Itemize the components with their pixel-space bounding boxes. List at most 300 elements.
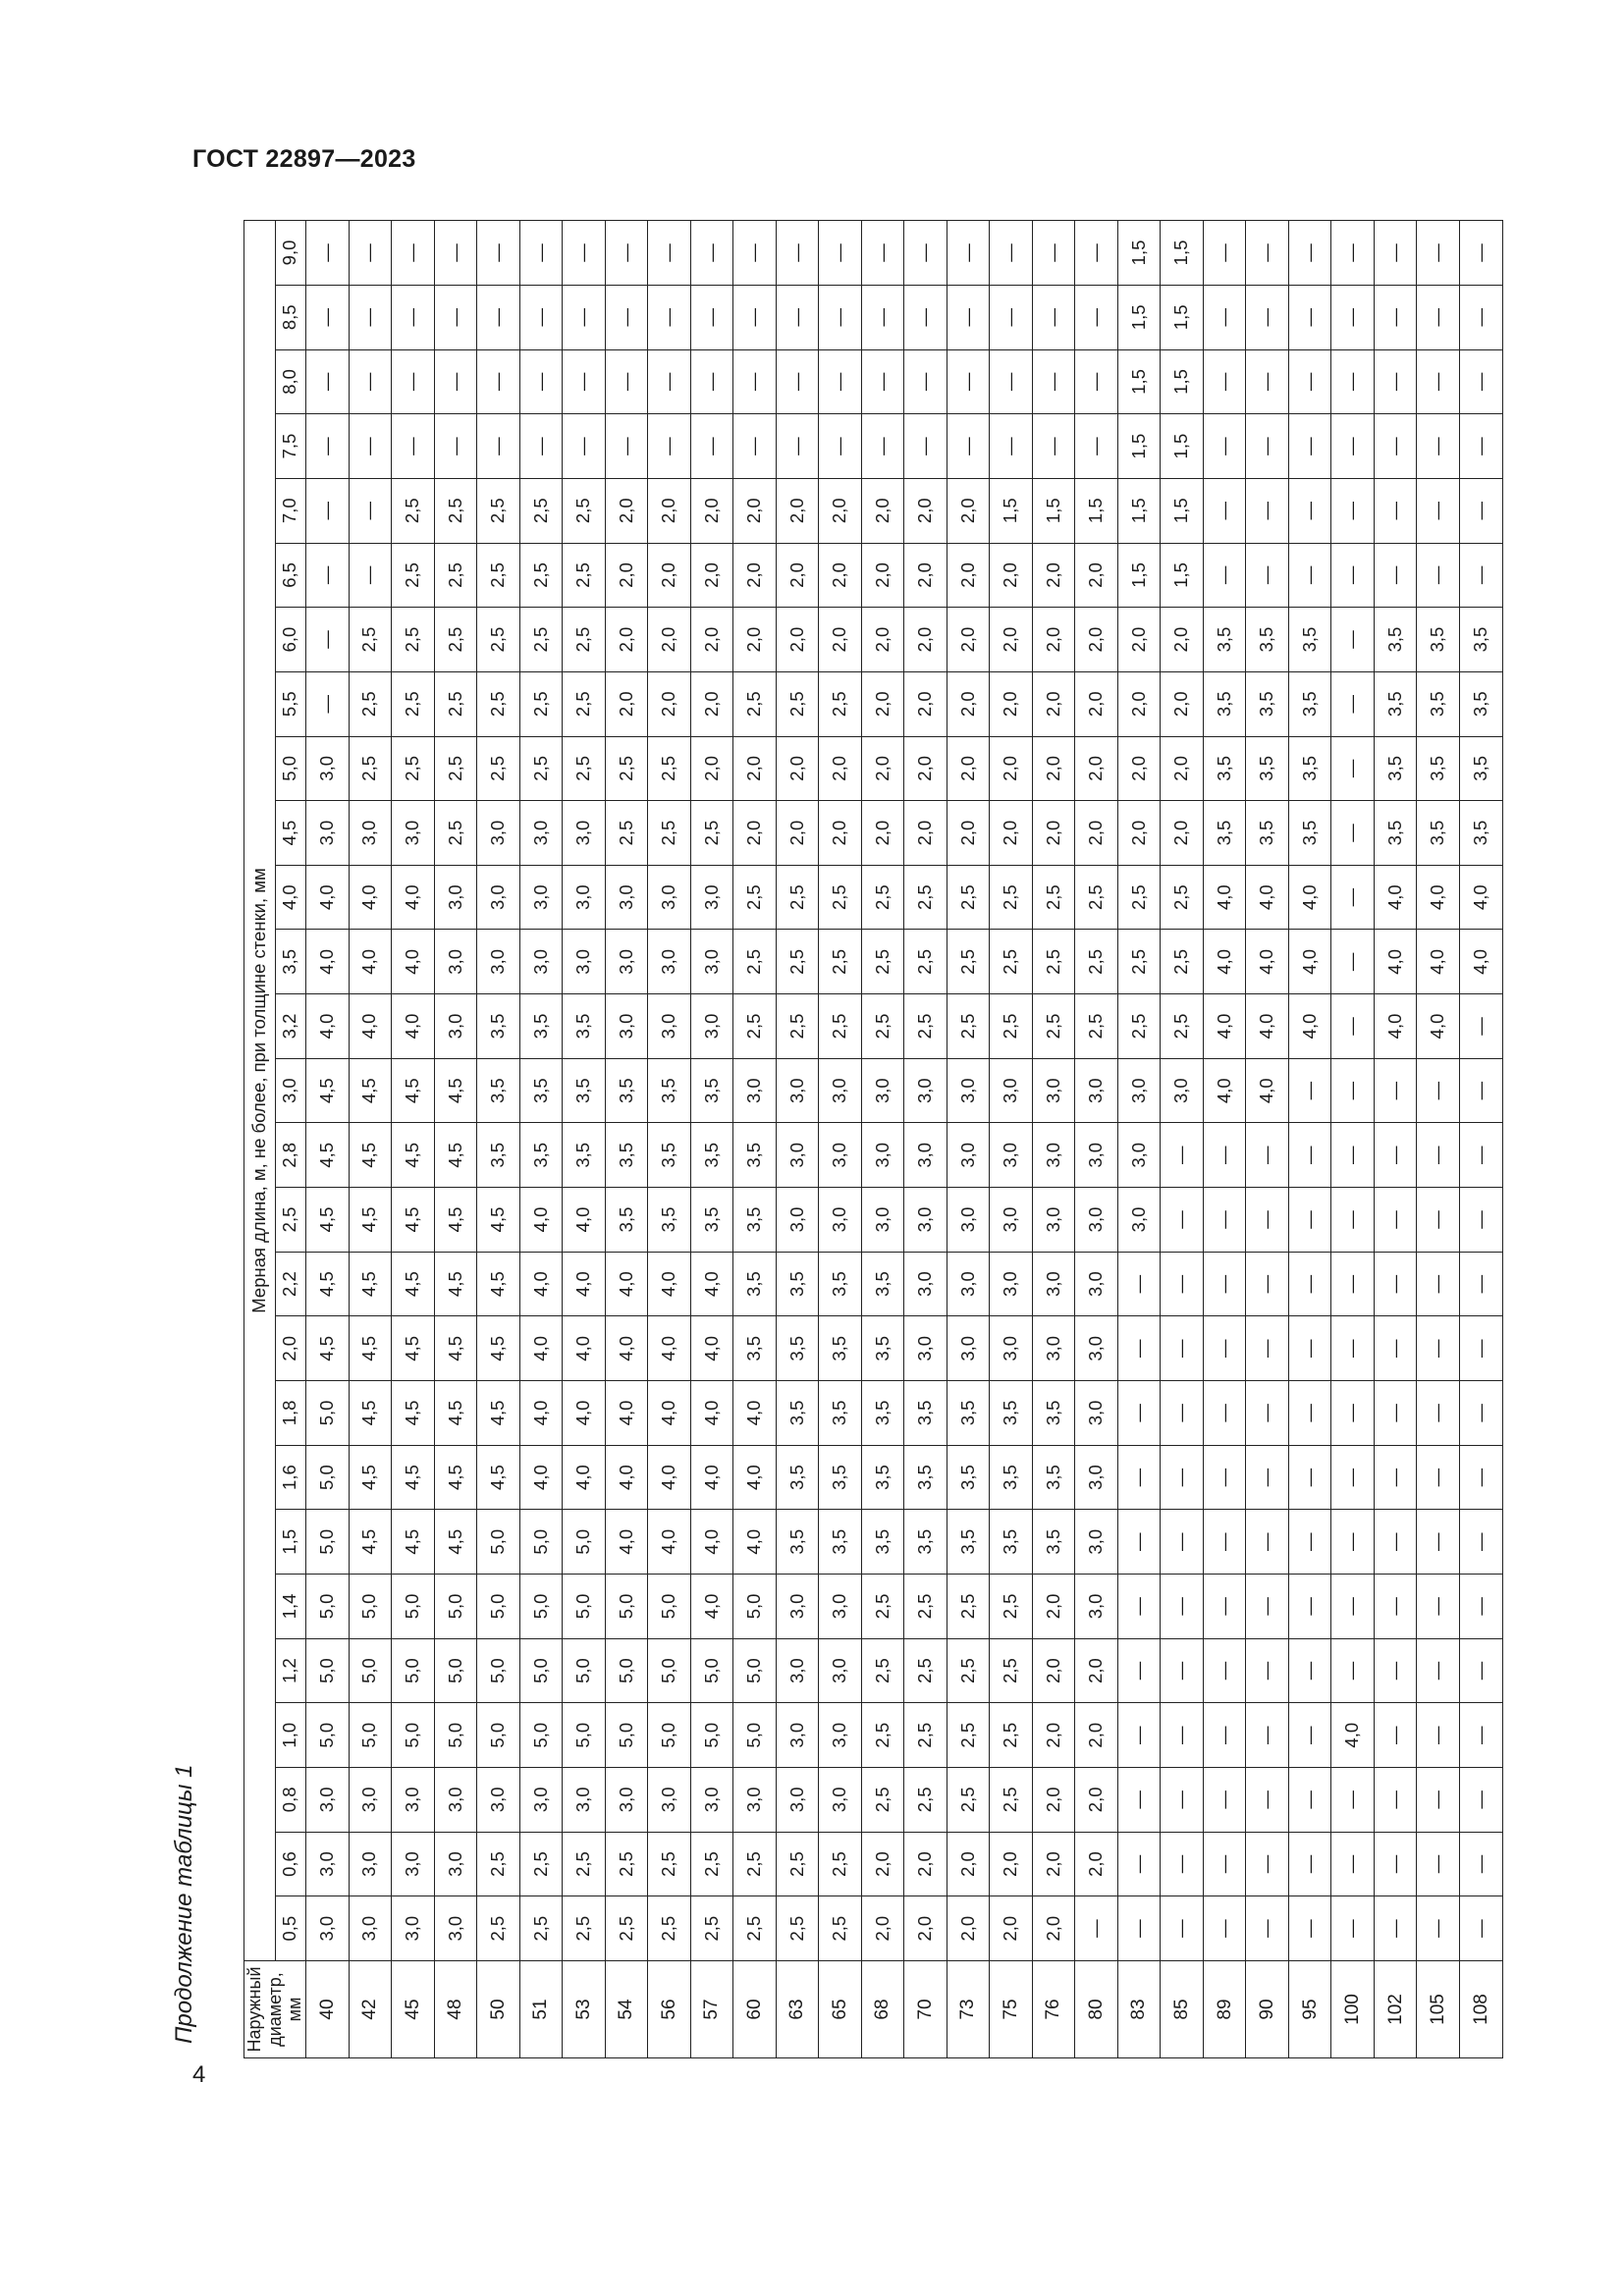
length-cell: 4,5 (349, 1381, 392, 1446)
length-cell: 3,5 (1288, 801, 1331, 866)
length-cell: 3,0 (477, 801, 520, 866)
thickness-header: 1,4 (275, 1575, 306, 1639)
length-cell: 2,5 (563, 736, 606, 801)
length-cell: — (648, 414, 691, 479)
length-cell: — (306, 285, 350, 349)
length-cell: — (1459, 1252, 1502, 1316)
length-cell: 3,5 (1288, 671, 1331, 736)
length-cell: 2,5 (1161, 930, 1204, 994)
length-cell: 4,0 (563, 1316, 606, 1381)
length-cell: — (947, 414, 990, 479)
length-cell: — (733, 221, 777, 286)
length-cell: 2,5 (819, 930, 862, 994)
length-cell: — (1459, 221, 1502, 286)
length-cell: — (1459, 1058, 1502, 1123)
length-cell: 2,0 (776, 478, 819, 543)
length-cell: 2,5 (904, 994, 947, 1059)
length-cell: — (1288, 414, 1331, 479)
length-cell: 3,0 (947, 1058, 990, 1123)
page-number: 4 (192, 2061, 206, 2088)
length-cell: 2,0 (1032, 671, 1075, 736)
length-cell: 3,0 (819, 1638, 862, 1703)
length-cell: 5,0 (434, 1575, 477, 1639)
length-cell: 2,0 (904, 736, 947, 801)
length-cell: 4,0 (648, 1510, 691, 1575)
length-cell: — (1288, 1381, 1331, 1446)
length-cell: 3,5 (1374, 608, 1417, 672)
length-cell: 1,5 (990, 478, 1033, 543)
length-cell: 4,0 (648, 1252, 691, 1316)
length-cell: 2,0 (776, 608, 819, 672)
length-cell: 2,0 (1161, 608, 1204, 672)
length-cell: 3,5 (861, 1510, 904, 1575)
length-cell: 4,5 (434, 1252, 477, 1316)
length-cell: 2,0 (1032, 543, 1075, 608)
length-cell: — (392, 221, 435, 286)
length-cell: — (1331, 1381, 1375, 1446)
length-cell: — (1246, 221, 1289, 286)
length-cell: 3,0 (776, 1703, 819, 1768)
length-cell: 2,0 (861, 1832, 904, 1896)
length-cell: 3,5 (1203, 608, 1246, 672)
length-cell: — (1459, 1703, 1502, 1768)
length-cell: — (1246, 1445, 1289, 1510)
length-cell: — (1417, 1188, 1460, 1253)
length-cell: 3,0 (349, 1896, 392, 1961)
length-cell: 2,5 (819, 1896, 862, 1961)
length-cell: 2,5 (947, 1638, 990, 1703)
length-cell: — (1246, 1768, 1289, 1833)
header-row-thickness (275, 221, 306, 2058)
length-cell: — (1417, 285, 1460, 349)
length-cell: 2,5 (733, 994, 777, 1059)
table-row (1331, 221, 1375, 2058)
length-cell: — (1331, 1188, 1375, 1253)
table-row (990, 221, 1033, 2058)
length-cell: 4,0 (349, 865, 392, 930)
length-cell: 3,0 (434, 865, 477, 930)
diameter-cell: 68 (861, 1961, 904, 2058)
length-cell: 1,5 (1161, 285, 1204, 349)
length-cell: 2,5 (733, 1896, 777, 1961)
length-cell: — (819, 349, 862, 414)
table-body (306, 221, 1503, 2058)
length-cell: 2,5 (519, 543, 563, 608)
length-cell: 4,0 (648, 1381, 691, 1446)
length-cell: — (1417, 1445, 1460, 1510)
length-cell: — (776, 349, 819, 414)
length-cell: 3,5 (519, 994, 563, 1059)
length-cell: 3,5 (904, 1510, 947, 1575)
thickness-header: 1,0 (275, 1703, 306, 1768)
length-cell: 2,5 (1161, 994, 1204, 1059)
length-cell: 2,0 (819, 801, 862, 866)
length-cell: 5,0 (392, 1575, 435, 1639)
length-cell: 3,0 (519, 865, 563, 930)
length-cell: 2,5 (733, 671, 777, 736)
length-cell: 4,0 (563, 1188, 606, 1253)
length-cell: 3,5 (1203, 736, 1246, 801)
length-cell: — (349, 414, 392, 479)
length-cell: 3,0 (519, 801, 563, 866)
length-cell: — (1374, 1703, 1417, 1768)
length-cell: — (563, 349, 606, 414)
length-cell: 3,5 (733, 1123, 777, 1188)
diameter-cell: 105 (1417, 1961, 1460, 2058)
length-cell: 3,5 (477, 1058, 520, 1123)
length-cell: 3,0 (349, 801, 392, 866)
length-cell: 2,5 (349, 736, 392, 801)
length-cell: 2,5 (947, 1768, 990, 1833)
thickness-header: 6,5 (275, 543, 306, 608)
table-row (306, 221, 350, 2058)
length-cell: 3,0 (819, 1058, 862, 1123)
length-cell: 3,0 (349, 1832, 392, 1896)
length-cell: 5,0 (477, 1638, 520, 1703)
length-cell: 2,5 (1032, 994, 1075, 1059)
length-cell: 2,5 (434, 736, 477, 801)
length-cell: 4,5 (349, 1252, 392, 1316)
length-cell: 2,5 (1032, 930, 1075, 994)
length-cell: 3,5 (776, 1252, 819, 1316)
length-cell: 3,0 (519, 1768, 563, 1833)
length-cell: — (1459, 349, 1502, 414)
length-cell: 1,5 (1161, 478, 1204, 543)
length-cell: — (1161, 1832, 1204, 1896)
length-cell: 2,0 (1075, 543, 1118, 608)
length-cell: — (1374, 1316, 1417, 1381)
length-cell: — (563, 414, 606, 479)
length-cell: 2,0 (1161, 801, 1204, 866)
length-cell: 2,0 (990, 543, 1033, 608)
length-cell: — (1288, 221, 1331, 286)
length-cell: 2,5 (776, 930, 819, 994)
table-row (733, 221, 777, 2058)
length-cell: 2,0 (605, 608, 648, 672)
table-row (1417, 221, 1460, 2058)
length-cell: — (1117, 1768, 1161, 1833)
thickness-header: 2,8 (275, 1123, 306, 1188)
length-cell: 2,5 (990, 1575, 1033, 1639)
length-cell: 2,5 (392, 671, 435, 736)
length-cell: — (1288, 1058, 1331, 1123)
length-cell: 2,0 (690, 543, 733, 608)
length-cell: 3,0 (605, 1768, 648, 1833)
length-cell: 5,0 (519, 1575, 563, 1639)
length-cell: 4,0 (605, 1252, 648, 1316)
length-cell: — (904, 221, 947, 286)
length-cell: — (1203, 543, 1246, 608)
length-cell: 2,0 (690, 478, 733, 543)
length-cell: — (1075, 1896, 1118, 1961)
length-cell: — (1117, 1832, 1161, 1896)
length-cell: — (1161, 1575, 1204, 1639)
length-cell: 3,0 (1075, 1058, 1118, 1123)
length-cell: — (1417, 1832, 1460, 1896)
length-cell: 3,5 (990, 1381, 1033, 1446)
length-cell: — (1417, 543, 1460, 608)
length-cell: 4,5 (306, 1252, 350, 1316)
length-cell: — (1331, 865, 1375, 930)
length-cell: 4,0 (392, 930, 435, 994)
length-cell: 2,0 (1032, 1638, 1075, 1703)
length-cell: — (1246, 1638, 1289, 1703)
length-cell: 2,5 (392, 736, 435, 801)
length-cell: — (1459, 1896, 1502, 1961)
length-cell: 3,5 (1374, 736, 1417, 801)
length-cell: 2,5 (861, 1768, 904, 1833)
length-cell: — (1417, 221, 1460, 286)
length-cell: — (1459, 414, 1502, 479)
length-cell: 2,5 (990, 1768, 1033, 1833)
length-cell: — (1374, 221, 1417, 286)
length-cell: 1,5 (1117, 543, 1161, 608)
thickness-header: 7,0 (275, 478, 306, 543)
length-cell: 3,5 (1417, 801, 1460, 866)
length-cell: — (1288, 1123, 1331, 1188)
length-cell: 3,0 (861, 1188, 904, 1253)
length-cell: — (1246, 414, 1289, 479)
thickness-header: 7,5 (275, 414, 306, 479)
length-cell: — (1288, 1832, 1331, 1896)
length-cell: 3,5 (819, 1510, 862, 1575)
length-cell: 2,0 (861, 671, 904, 736)
length-cell: 4,5 (306, 1188, 350, 1253)
thickness-header: 8,0 (275, 349, 306, 414)
length-cell: 3,5 (1374, 671, 1417, 736)
length-cell: 2,5 (1075, 930, 1118, 994)
length-cell: — (1331, 478, 1375, 543)
length-cell: — (563, 221, 606, 286)
length-cell: — (1331, 349, 1375, 414)
length-cell: — (1331, 1575, 1375, 1639)
length-cell: 2,0 (1032, 1703, 1075, 1768)
length-cell: — (1288, 1510, 1331, 1575)
length-cell: 4,0 (690, 1252, 733, 1316)
length-cell: 2,5 (776, 1896, 819, 1961)
thickness-header: 2,2 (275, 1252, 306, 1316)
length-cell: 4,0 (1331, 1703, 1375, 1768)
length-cell: 3,5 (648, 1188, 691, 1253)
length-cell: 2,5 (519, 608, 563, 672)
length-cell: — (1288, 1638, 1331, 1703)
length-cell: 2,5 (477, 671, 520, 736)
thickness-header: 8,5 (275, 285, 306, 349)
length-cell: 3,0 (861, 1058, 904, 1123)
length-cell: — (1117, 1252, 1161, 1316)
length-cell: — (349, 285, 392, 349)
length-cell: 2,5 (434, 608, 477, 672)
length-cell: — (1161, 1896, 1204, 1961)
length-cell: — (1203, 1252, 1246, 1316)
length-cell: 4,0 (563, 1252, 606, 1316)
length-cell: 5,0 (605, 1703, 648, 1768)
length-cell: 4,5 (349, 1188, 392, 1253)
thickness-header: 9,0 (275, 221, 306, 286)
length-cell: — (306, 543, 350, 608)
length-cell: — (1459, 478, 1502, 543)
diameter-cell: 83 (1117, 1961, 1161, 2058)
length-cell: 4,5 (392, 1381, 435, 1446)
table-row (1288, 221, 1331, 2058)
length-cell: 3,0 (477, 1768, 520, 1833)
length-cell: 3,5 (733, 1252, 777, 1316)
thickness-header: 4,0 (275, 865, 306, 930)
length-cell: 3,5 (563, 994, 606, 1059)
diameter-cell: 50 (477, 1961, 520, 2058)
length-cell: — (1117, 1510, 1161, 1575)
length-cell: — (733, 414, 777, 479)
length-cell: 5,0 (519, 1510, 563, 1575)
pipe-length-table (244, 220, 1503, 2058)
length-cell: 3,0 (1075, 1575, 1118, 1639)
length-cell: 2,5 (776, 994, 819, 1059)
length-cell: 4,5 (434, 1316, 477, 1381)
length-cell: 2,0 (690, 608, 733, 672)
length-cell: — (990, 349, 1033, 414)
length-cell: 4,0 (392, 865, 435, 930)
length-cell: 4,5 (392, 1510, 435, 1575)
length-cell: — (1459, 1381, 1502, 1446)
length-cell: 3,5 (904, 1445, 947, 1510)
length-cell: 2,0 (990, 671, 1033, 736)
length-cell: 3,5 (990, 1445, 1033, 1510)
length-cell: — (1374, 414, 1417, 479)
length-cell: — (1288, 1896, 1331, 1961)
length-cell: 2,5 (904, 865, 947, 930)
length-cell: 2,5 (690, 1832, 733, 1896)
length-cell: 2,0 (733, 608, 777, 672)
length-cell: — (1203, 221, 1246, 286)
diameter-cell: 45 (392, 1961, 435, 2058)
length-cell: 3,0 (1032, 1123, 1075, 1188)
length-cell: — (947, 221, 990, 286)
length-cell: 2,0 (605, 478, 648, 543)
length-cell: 5,0 (733, 1575, 777, 1639)
length-cell: 3,0 (1075, 1188, 1118, 1253)
length-cell: — (1331, 994, 1375, 1059)
thickness-header: 3,0 (275, 1058, 306, 1123)
length-cell: — (1288, 1316, 1331, 1381)
length-cell: 2,5 (477, 478, 520, 543)
length-cell: — (1203, 349, 1246, 414)
length-cell: — (1459, 1316, 1502, 1381)
length-cell: 3,5 (1459, 736, 1502, 801)
length-cell: 5,0 (690, 1703, 733, 1768)
length-cell: 3,5 (519, 1123, 563, 1188)
length-cell: 4,0 (1459, 930, 1502, 994)
length-cell: 4,0 (733, 1510, 777, 1575)
length-cell: 3,5 (1246, 608, 1289, 672)
length-cell: — (1161, 1381, 1204, 1446)
length-cell: 2,0 (947, 801, 990, 866)
length-cell: — (1246, 1703, 1289, 1768)
length-cell: — (306, 671, 350, 736)
length-cell: 3,0 (904, 1252, 947, 1316)
length-cell: 3,0 (563, 930, 606, 994)
length-cell: 3,0 (563, 1768, 606, 1833)
length-cell: — (947, 285, 990, 349)
length-cell: 1,5 (1075, 478, 1118, 543)
length-cell: — (1246, 478, 1289, 543)
table-row (1459, 221, 1502, 2058)
length-cell: 4,5 (392, 1123, 435, 1188)
length-cell: 2,5 (861, 1703, 904, 1768)
length-cell: — (733, 285, 777, 349)
length-cell: — (1161, 1188, 1204, 1253)
length-cell: 4,0 (1374, 930, 1417, 994)
length-cell: 3,0 (306, 736, 350, 801)
length-cell: 2,5 (904, 930, 947, 994)
length-cell: 3,0 (776, 1768, 819, 1833)
length-cell: 3,5 (690, 1188, 733, 1253)
table-row (434, 221, 477, 2058)
diameter-cell: 95 (1288, 1961, 1331, 2058)
length-cell: — (861, 285, 904, 349)
length-cell: — (1374, 478, 1417, 543)
length-cell: 5,0 (519, 1703, 563, 1768)
length-cell: 2,5 (1075, 994, 1118, 1059)
length-cell: — (1203, 1768, 1246, 1833)
length-cell: — (306, 414, 350, 479)
length-cell: 4,5 (392, 1058, 435, 1123)
length-cell: 2,5 (904, 1703, 947, 1768)
length-cell: — (904, 349, 947, 414)
length-cell: 2,0 (990, 1832, 1033, 1896)
length-span-header: Мерная длина, м, не более, при толщине стенки, мм (244, 221, 276, 1961)
length-cell: 2,0 (776, 736, 819, 801)
length-cell: 2,0 (904, 543, 947, 608)
length-cell: 3,0 (947, 1123, 990, 1188)
length-cell: — (563, 285, 606, 349)
length-cell: — (947, 349, 990, 414)
length-cell: 2,5 (648, 1896, 691, 1961)
length-cell: 3,0 (947, 1188, 990, 1253)
length-cell: 3,0 (392, 1832, 435, 1896)
length-cell: 4,0 (1203, 994, 1246, 1059)
length-cell: — (648, 349, 691, 414)
length-cell: — (1331, 1638, 1375, 1703)
length-cell: 2,5 (947, 930, 990, 994)
thickness-header: 3,5 (275, 930, 306, 994)
length-cell: — (1288, 1252, 1331, 1316)
length-cell: 3,5 (1203, 671, 1246, 736)
length-cell: 2,5 (904, 1575, 947, 1639)
length-cell: 4,0 (605, 1316, 648, 1381)
length-cell: — (861, 349, 904, 414)
length-cell: 2,5 (349, 608, 392, 672)
length-cell: 2,0 (947, 608, 990, 672)
length-cell: — (819, 221, 862, 286)
length-cell: 3,5 (648, 1058, 691, 1123)
length-cell: — (1374, 543, 1417, 608)
length-cell: 2,0 (1161, 736, 1204, 801)
length-cell: 2,5 (861, 994, 904, 1059)
length-cell: 2,5 (947, 994, 990, 1059)
length-cell: — (1417, 1703, 1460, 1768)
thickness-header: 0,6 (275, 1832, 306, 1896)
length-cell: — (349, 478, 392, 543)
length-cell: 2,0 (1161, 671, 1204, 736)
length-cell: 3,0 (819, 1188, 862, 1253)
length-cell: 3,0 (904, 1316, 947, 1381)
length-cell: — (1331, 1123, 1375, 1188)
length-cell: 1,5 (1161, 221, 1204, 286)
length-cell: 2,5 (904, 1638, 947, 1703)
length-cell: — (392, 285, 435, 349)
length-cell: 4,5 (349, 1123, 392, 1188)
length-cell: 2,5 (819, 671, 862, 736)
